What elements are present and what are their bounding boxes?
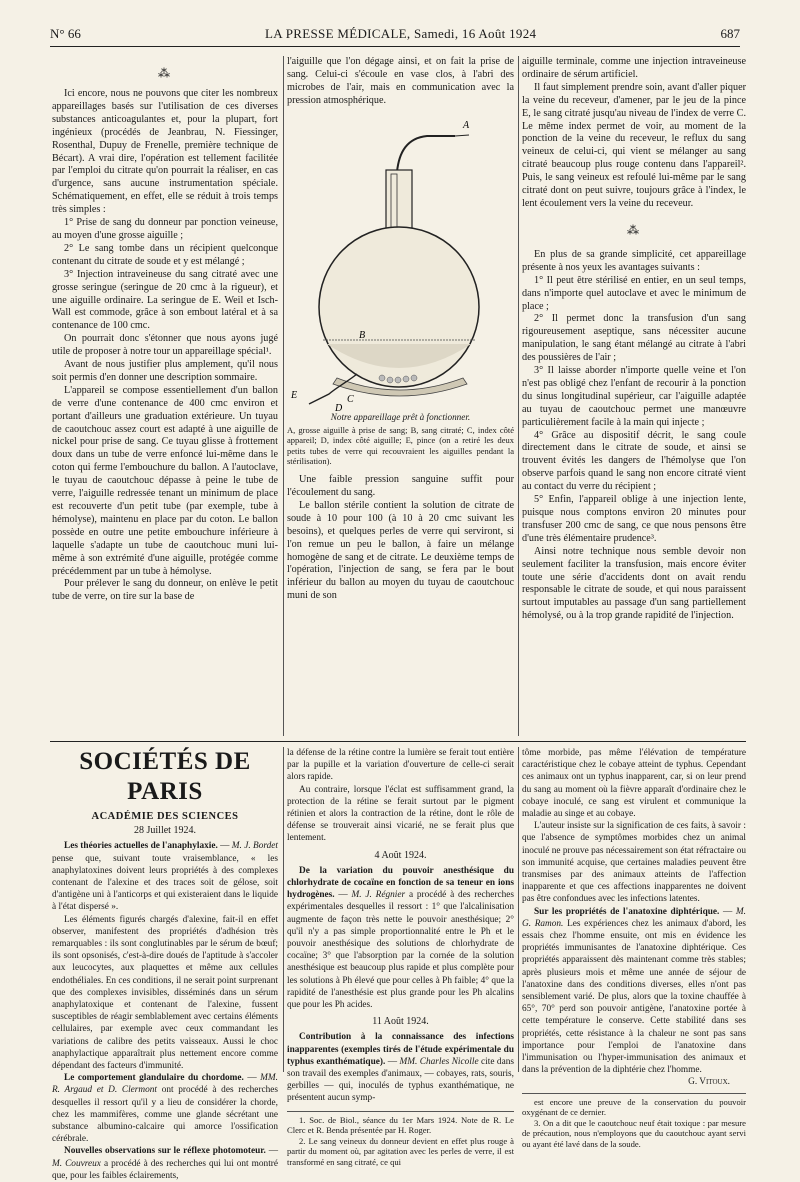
article-author: M. J. Bordet	[231, 841, 278, 852]
article-author: M. Couvreux	[52, 1158, 101, 1169]
footnote: est encore une preuve de la conservation du pouvoir oxygénant de ce dernier.	[522, 1096, 746, 1118]
paragraph: Au contraire, lorsque l'éclat est suffisamment grand, la protection de la rétine se ferait surtout par le pigment rétinien et alors la contraction de la rétine, dont le rôle de défense se trouverait ainsi vicarié, ne se ferait plus que lentement.	[287, 784, 514, 844]
article-text: a procédé à des recherches expérimentales desquelles il ressort : 1° que l'alcalinisation augmente de façon très nette le pouvoir anesthésique; 2° qu'il n'y a pas simple proportionnalité entre le Ph et le pouvoir anesthésique des solutions de chlorhydrate de cocaïne; 3° que l'absorption par la cornée de la solution anesthésique est beaucoup plus rapide et plus complète pour les solutions à Ph élevé que pour celles à Ph faible; 4° que la rapidité de l'anesthésie est plus grande pour les Ph alcalins que pour les Ph acides.	[287, 890, 514, 1011]
paragraph: Avant de nous justifier plus amplement, qu'il nous soit permis d'en donner une description sommaire.	[52, 359, 278, 383]
article-author: M. G. Ramon.	[522, 906, 746, 929]
section-stars: ⁂	[158, 66, 172, 80]
article-text: cite dans son travail des exemples d'animaux, — cobayes, rats, souris, gerbilles — qui, inoculés de typhus exanthématique, ne présentent aucun symp-	[287, 1056, 514, 1104]
bottom-left-column	[52, 747, 278, 1182]
paragraph: aiguille terminale, comme une injection intraveineuse ordinaire de sérum artificiel.	[522, 56, 746, 80]
article-author: MM. R. Argaud et D. Clermont	[52, 1073, 278, 1096]
flask-illustration	[287, 112, 514, 412]
top-left-column	[52, 66, 278, 604]
issue-number: N° 66	[50, 26, 81, 41]
paragraph: tôme morbide, pas même l'élévation de température caractéristique chez le cobaye atteint de typhus. Cependant ces animaux ont un typhus inapparent, car, si on leur prend du sang au moment où la fièvre apparaît d'ordinaire chez le cobaye inoculé, ce sang est virulent et communique la maladie au singe et au cobaye.	[522, 748, 746, 820]
paragraph: la défense de la rétine contre la lumière se ferait tout entière par la pupille et la variation d'ouverture de celle-ci serait alors rapide.	[287, 748, 514, 783]
paragraph: Le ballon stérile contient la solution de citrate de soude à 10 pour 100 (à 10 à 20 cmc suivant les besoins), et quelques perles de verre qui serviront, si l'on remue un peu le ballon, à faire un mélange homogène de sang et de citrate. Le deuxième temps de l'opération, l'injection de sang, se fera par le bout inférieur du ballon au moyen du tuyau de caoutchouc muni de son	[287, 499, 514, 602]
page-header	[50, 26, 740, 46]
paragraph: Pour prélever le sang du donneur, on enlève le petit tube de verre, on tire sur la base de	[52, 578, 278, 603]
paragraph: Ainsi notre technique nous semble devoir non seulement faciliter la transfusion, mais encore éviter toute une série d'accidents dont on avait rendu responsable le citrate de soude, et qui nous paraissent surtout imputables au passage d'un sang partiellement hémolysé, ou à la trop grande rapidité de l'injection.	[522, 545, 746, 622]
figure-caption	[287, 412, 514, 466]
article-ramon: Sur les propriétés de l'anatoxine diphtérique. — M. G. Ramon. Les expériences chez les animaux d'abord, les essais chez l'homme ensuite, ont mis en évidence les propriétés immunisantes de l'anatoxine diphtérique. Ces propriétés apparaissent dès maintenant comme très stables; après plusieurs mois et même une année de séjour de l'anatoxine dans des conditions diverses, elles n'ont pas sensiblement varié. De plus, alors que la toxine chauffée à 65°, 70° perd son pouvoir antigène, l'anatoxine portée à cette température le conserve. Cette stabilité dans ses propriétés, cette résistance à la chaleur ne sont pas sans importance pour l'emploi de l'anatoxine dans l'immunisation ou l'hyper-immunisation des animaux et dans la prévention de la diphtérie chez l'homme.	[522, 906, 746, 1076]
footnote: 3. On a dit que le caoutchouc neuf était toxique : par mesure de précaution, nous n'employons que du caoutchouc ayant servi ou ayant été lavé dans de la soude.	[522, 1117, 746, 1149]
footnotes	[287, 1111, 514, 1168]
article-title: Nouvelles observations sur le réflexe photomoteur.	[64, 1146, 266, 1157]
journal-title: LA PRESSE MÉDICALE, Samedi, 16 Août 1924	[265, 26, 537, 41]
article-text: ont procédé à des recherches desquelles il ressort qu'il y a lieu de considérer la chorde, chez les mammifères, comme une glande sécrétant une substance albumino-calcaire qui amorce l'ossification cérébrale.	[52, 1085, 278, 1145]
article-nicolle: Contribution à la connaissance des infections inapparentes (exemples tirés de l'étude expérimentale du typhus exanthématique). — MM. Charles Nicolle cite dans son travail des exemples d'animaux, — cobayes, rats, souris, gerbilles — qui, inoculés de typhus exanthématique, ne présentent aucun symp-	[287, 1032, 514, 1104]
session-date: 11 Août 1924.	[372, 1016, 429, 1028]
paragraph: 3° Il laisse aborder n'importe quelle veine et l'on n'est pas obligé chez l'enfant de recourir à la ponction du sinus longitudinal supérieur, car l'aiguille adaptée au tuyau de caoutchouc permet une manœuvre particulièrement facile à la main qui injecte ;	[522, 365, 746, 428]
article-couvreux: Nouvelles observations sur le réflexe photomoteur. — M. Couvreux a procédé à des recherches qui lui ont montré que, pour les faibles éclairements,	[52, 1146, 279, 1181]
academy-heading: ACADÉMIE DES SCIENCES	[91, 811, 239, 822]
article-text: a procédé à des recherches qui lui ont montré que, pour les faibles éclairements,	[52, 1158, 279, 1181]
session-date: 28 Juillet 1924.	[134, 825, 196, 837]
paragraph: Les éléments figurés chargés d'alexine, fait-il en effet observer, manifestent des propriétés d'adhésion très remarquables : ils sont conglutinables par le sérum de bœuf; ils sont opsonisés, c'est-à-dire doués de l'aptitude à s'accoler aux leucocytes, aux plaquettes et même aux cellules endothéliales. En ces conditions, il ne serait point surprenant que des complexes invisibles, disséminés dans un sérum anaphylatoxique et contenant de l'alexine, fussent susceptibles de réagir semblablement avec certains éléments cellulaires, par exemple avec ceux commandant les variations de calibre des petits vaisseaux. Aussi le choc anaphylactique apparaîtrait plus nettement encore comme dépendant des facteurs d'immunité.	[52, 914, 278, 1072]
label-b: B	[359, 329, 366, 341]
paragraph: 2° Le sang tombe dans un récipient quelconque contenant du citrate de soude et y est mélangé ;	[52, 242, 278, 267]
article-author: M. J. Régnier	[351, 890, 406, 901]
article-title: De la variation du pouvoir anesthésique du chlorhydrate de cocaïne en fonction de sa teneur en ions hydrogènes.	[287, 865, 514, 901]
label-d: D	[335, 402, 343, 412]
bottom-right-column	[522, 747, 746, 1149]
footnote: 2. Le sang veineux du donneur devient en effet plus rouge à partir du moment où, par agitation avec les perles de verre, il est transformé en sang citraté, ce qui	[287, 1135, 514, 1167]
session-date: 4 Août 1924.	[374, 849, 427, 861]
bottom-middle-column	[287, 747, 514, 1167]
article-author: MM. Charles Nicolle	[399, 1056, 479, 1067]
column-divider	[283, 56, 284, 736]
paragraph: 5° Enfin, l'appareil oblige à une injection lente, puisque nous comptons environ 20 minutes pour transfuser 200 cmc de sang, ce que nous pensons être d'une très élémentaire prudence³.	[522, 494, 746, 544]
header-rule	[50, 46, 740, 47]
article-bordet: Les théories actuelles de l'anaphylaxie. — M. J. Bordet pense que, suivant toute vraisemblance, « les anaphylatoxines doivent leurs propriétés à des complexes contenant de l'alexine et des traces soit de gélose, soit d'antigène uni à l'anticorps et qui existeraient dans le liquide à l'état dispersé ».	[52, 841, 278, 913]
top-middle-column	[287, 56, 514, 603]
paragraph: L'appareil se compose essentiellement d'un ballon de verre d'une contenance de 400 cmc environ et portant d'ailleurs une graduation extérieure. Un tuyau de caoutchouc assez court est adapté à une aiguille de nickel pour prise de sang. Ce tuyau glisse à frottement doux dans un tube de verre enfoncé lui-même dans le coton qui ferme l'embouchure du ballon. A l'autoclave, le tuyau de caoutchouc dépasse à peine le tube de verre, l'aiguille redressée tenant un minimum de place est recouverte d'un petit tube (par exemple, tube à hémolyse), maintenu en place par du coton. Le ballon possède en outre une petite embouchure inférieure à laquelle s'adapte un tube de caoutchouc muni lui-même à son extrémité d'une aiguille, protégée comme précédemment par un tube à hémolyse.	[52, 384, 278, 577]
paragraph: L'auteur insiste sur la signification de ces faits, à savoir : que l'absence de symptômes morbides chez un animal inoculé ne prouve pas nécessairement son état réfractaire ou son immunité acquise, que certaines maladies peuvent être transmises par des animaux atteints de l'affection inapparente et que ces affections inapparentes ne doivent pas être confondues avec les infections latentes.	[522, 821, 746, 905]
article-title: Contribution à la connaissance des infections inapparentes (exemples tirés de l'étude expérimentale du typhus exanthématique).	[287, 1032, 514, 1067]
paragraph: 3° Injection intraveineuse du sang citraté avec une grosse seringue (seringue de 20 cmc à la rigueur), et une aiguille ordinaire. La seringue de E. Weil et Isch-Wall est commode, grâce à son embout latéral et à sa contenance de 100 cmc.	[52, 268, 278, 332]
column-divider	[518, 747, 519, 1072]
article-regnier: De la variation du pouvoir anesthésique du chlorhydrate de cocaïne en fonction de sa teneur en ions hydrogènes. — M. J. Régnier a procédé à des recherches expérimentales desquelles il ressort : 1° que l'alcalinisation augmente de façon très nette le pouvoir anesthésique; 2° qu'il n'y a pas simple proportionnalité entre le Ph et le pouvoir anesthésique des solutions de chlorhydrate de cocaïne; 3° que l'absorption par la cornée de la solution anesthésique est beaucoup plus rapide et plus complète pour les solutions à Ph élevé que pour celles à Ph faible; 4° que la rapidité de l'anesthésie est plus grande pour les Ph alcalins que pour les Ph acides.	[287, 865, 514, 1011]
article-title: Le comportement glandulaire du chordome.	[64, 1073, 244, 1084]
footnote: 1. Soc. de Biol., séance du 1er Mars 1924. Note de R. Le Clerc et R. Benda présentée par H. Roger.	[287, 1114, 514, 1136]
paragraph: 2° Il permet donc la transfusion d'un sang rigoureusement aseptique, sans nécessiter aucune manipulation, le sang étant mélangé au citrate à l'abri des poussières de l'air ;	[522, 313, 746, 364]
section-rule	[50, 741, 746, 742]
column-divider	[283, 747, 284, 1072]
article-text: pense que, suivant toute vraisemblance, « les anaphylatoxines doivent leurs propriétés à des complexes contenant de l'alexine et des traces soit de gélose, soit d'antigène uni à l'anticorps et qui existeraient dans le liquide à l'état dispersé ».	[52, 853, 278, 913]
column-divider	[518, 56, 519, 736]
article-argaud: Le comportement glandulaire du chordome. — MM. R. Argaud et D. Clermont ont procédé à des recherches desquelles il ressort qu'il y a lieu de considérer la chorde, chez les mammifères, comme une glande sécrétant une substance albumino-calcaire qui amorce l'ossification cérébrale.	[52, 1073, 278, 1145]
paragraph: En plus de sa grande simplicité, cet appareillage présente à nos yeux les avantages suivants :	[522, 248, 746, 273]
label-c: C	[347, 393, 354, 405]
article-title: Les théories actuelles de l'anaphylaxie.	[64, 841, 218, 852]
paragraph: 1° Prise de sang du donneur par ponction veineuse, au moyen d'une grosse aiguille ;	[52, 217, 278, 241]
paragraph: 1° Il peut être stérilisé en entier, en un seul temps, dans n'importe quel autoclave et avec le minimum de place ;	[522, 274, 746, 312]
article-title: Sur les propriétés de l'anatoxine diphtérique.	[534, 906, 720, 917]
section-stars: ⁂	[627, 222, 641, 237]
top-right-column	[522, 56, 746, 623]
article-text: Les expériences chez les animaux d'abord, les essais chez l'homme ensuite, ont mis en évidence les propriétés immunisantes de l'anatoxine diphtérique. Ces propriétés apparaissent dès maintenant comme très stables; après plusieurs mois et même une année de séjour de l'anatoxine dans des conditions diverses, elles n'ont pas sensiblement varié. De plus, alors que la toxine chauffée à 65°, 70° perd son pouvoir antigène, l'anatoxine portée à cette température le conserve. Cette stabilité dans ses propriétés, cette résistance à la chaleur ne sont pas sans importance pour l'emploi de l'anatoxine dans l'immunisation ou l'hyper-immunisation des animaux et dans la prévention de la diphtérie chez l'homme.	[522, 918, 746, 1076]
paragraph: On pourrait donc s'étonner que nous ayons jugé utile de proposer à notre tour un appareillage spécial¹.	[52, 333, 278, 358]
paragraph: Il faut simplement prendre soin, avant d'aller piquer la veine du receveur, d'amener, par le jeu de la pince E, le sang citraté jusqu'au niveau de l'index de verre C. Le même index permet de voir, au moment de la ponction de la veine du receveur, le reflux du sang veineux de celui-ci, qui vient se mélanger au sang citraté beaucoup plus rouge contenu dans l'appareil². Puis, le sang veineux est refoulé lui-même par le sang citraté dont on peut suivre, toujours grâce à l'index, le lent écoulement vers la veine du receveur.	[522, 81, 746, 209]
paragraph: 4° Grâce au dispositif décrit, le sang coule directement dans le citrate de soude, et ainsi se trouvent évités les dangers de l'hémolyse que l'on observe parfois quand le sang non encore citraté vient au contact du verre du récipient ;	[522, 429, 746, 493]
signature: G. Vitoux.	[688, 1077, 730, 1088]
figure-legend: A, grosse aiguille à prise de sang; B, sang citraté; C, index côté appareil; D, index côté aiguille; E, pince (on a retiré les deux petits tubes de verre qui recouvraient les aiguilles pendant la stérilisation).	[287, 424, 514, 466]
paragraph: Ici encore, nous ne pouvons que citer les nombreux appareillages basés sur l'utilisation de ces diverses substances anticoagulantes et, pour la plupart, fort ingénieux (procédés de Jeanbrau, N. Fiessinger, Rosenthal, Dupuy de Frenelle, première technique de Bécart). A vrai dire, l'opération est tellement facilitée par l'emploi du citrate qu'on pourrait la réaliser, en cas d'urgence, sans aucune instrumentation spéciale. Schématiquement, en effet, elle se réduit à trois temps très simples :	[52, 88, 278, 216]
apparatus-figure	[287, 112, 514, 466]
label-e: E	[291, 389, 298, 401]
label-a: A	[463, 119, 470, 131]
section-title: SOCIÉTÉS DE PARIS	[79, 748, 251, 805]
figure-title: Notre appareillage prêt à fonctionner.	[330, 411, 471, 422]
paragraph: l'aiguille que l'on dégage ainsi, et on fait la prise de sang. Celui-ci s'écoule en vase clos, à l'abri des microbes de l'air, mais en communication avec la pression atmosphérique.	[287, 56, 514, 106]
page-number: 687	[720, 26, 740, 41]
paragraph: Une faible pression sanguine suffit pour l'écoulement du sang.	[287, 474, 514, 499]
footnotes	[522, 1093, 746, 1150]
